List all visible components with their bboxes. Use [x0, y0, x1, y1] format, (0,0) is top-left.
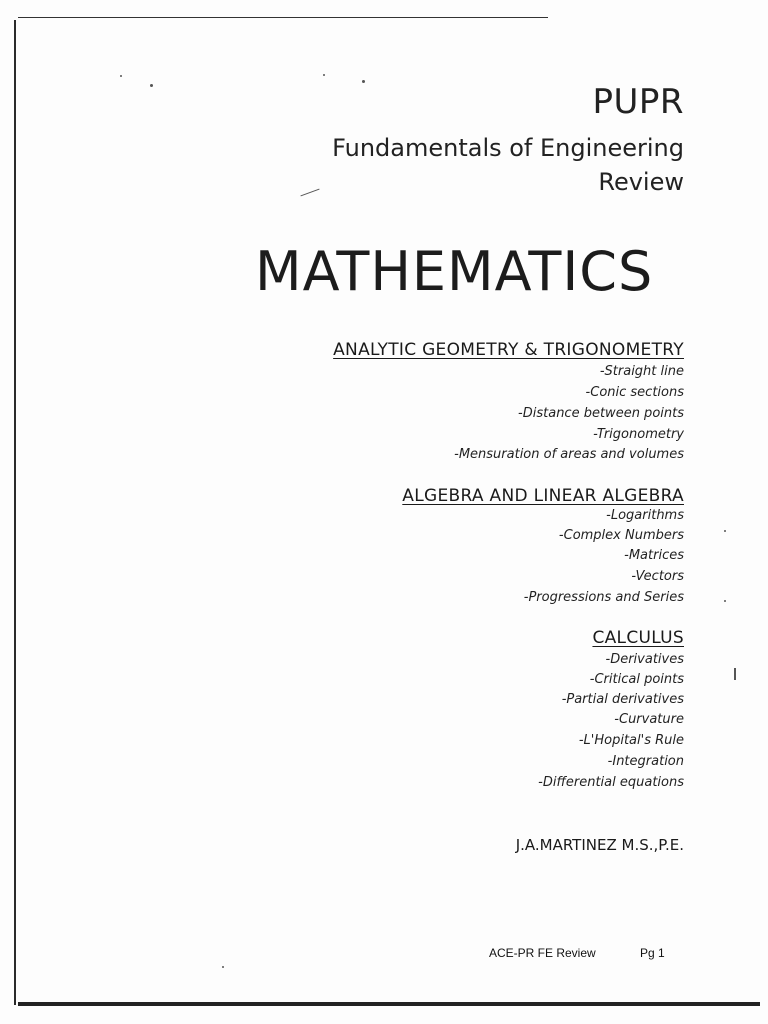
list-item: -Curvature	[614, 712, 684, 727]
header-subtitle-line2: Review	[598, 168, 684, 196]
list-item: -Distance between points	[518, 406, 684, 421]
scan-speck	[734, 668, 736, 680]
scan-speck	[724, 530, 726, 532]
header-org: PUPR	[592, 82, 684, 122]
list-item: -Conic sections	[585, 385, 684, 400]
scan-speck	[724, 600, 726, 602]
list-item: -Progressions and Series	[523, 590, 684, 605]
list-item: -Straight line	[599, 364, 684, 379]
list-item: -Trigonometry	[593, 427, 684, 442]
scan-edge-left	[14, 20, 16, 1005]
section-heading-algebra: ALGEBRA AND LINEAR ALGEBRA	[402, 486, 684, 506]
scan-speck	[323, 74, 325, 76]
list-item: -Partial derivatives	[561, 692, 684, 707]
list-item: -Derivatives	[605, 652, 684, 667]
scan-edge-bottom	[18, 1002, 760, 1006]
list-item: -Logarithms	[606, 508, 684, 523]
scan-speck	[222, 966, 224, 968]
section-heading-analytic-geometry: ANALYTIC GEOMETRY & TRIGONOMETRY	[333, 340, 684, 360]
list-item: -Matrices	[624, 548, 684, 563]
section-heading-calculus: CALCULUS	[592, 628, 684, 648]
list-item: -Critical points	[589, 672, 684, 687]
footer-page-number: Pg 1	[640, 946, 665, 960]
list-item: -Integration	[607, 754, 684, 769]
list-item: -Mensuration of areas and volumes	[454, 447, 684, 462]
list-item: -Vectors	[631, 569, 684, 584]
list-item: -Complex Numbers	[558, 528, 684, 543]
scan-speck	[362, 80, 365, 83]
header-subtitle-line1: Fundamentals of Engineering	[332, 134, 684, 162]
list-item: -L'Hopital's Rule	[578, 733, 684, 748]
scan-speck	[120, 75, 122, 77]
main-title: MATHEMATICS	[255, 240, 654, 303]
list-item: -Differential equations	[538, 775, 684, 790]
scan-speck	[300, 189, 319, 197]
scan-edge-top	[18, 17, 548, 18]
scan-speck	[150, 84, 153, 87]
footer-label: ACE-PR FE Review	[489, 946, 596, 960]
author: J.A.MARTINEZ M.S.,P.E.	[515, 836, 684, 854]
